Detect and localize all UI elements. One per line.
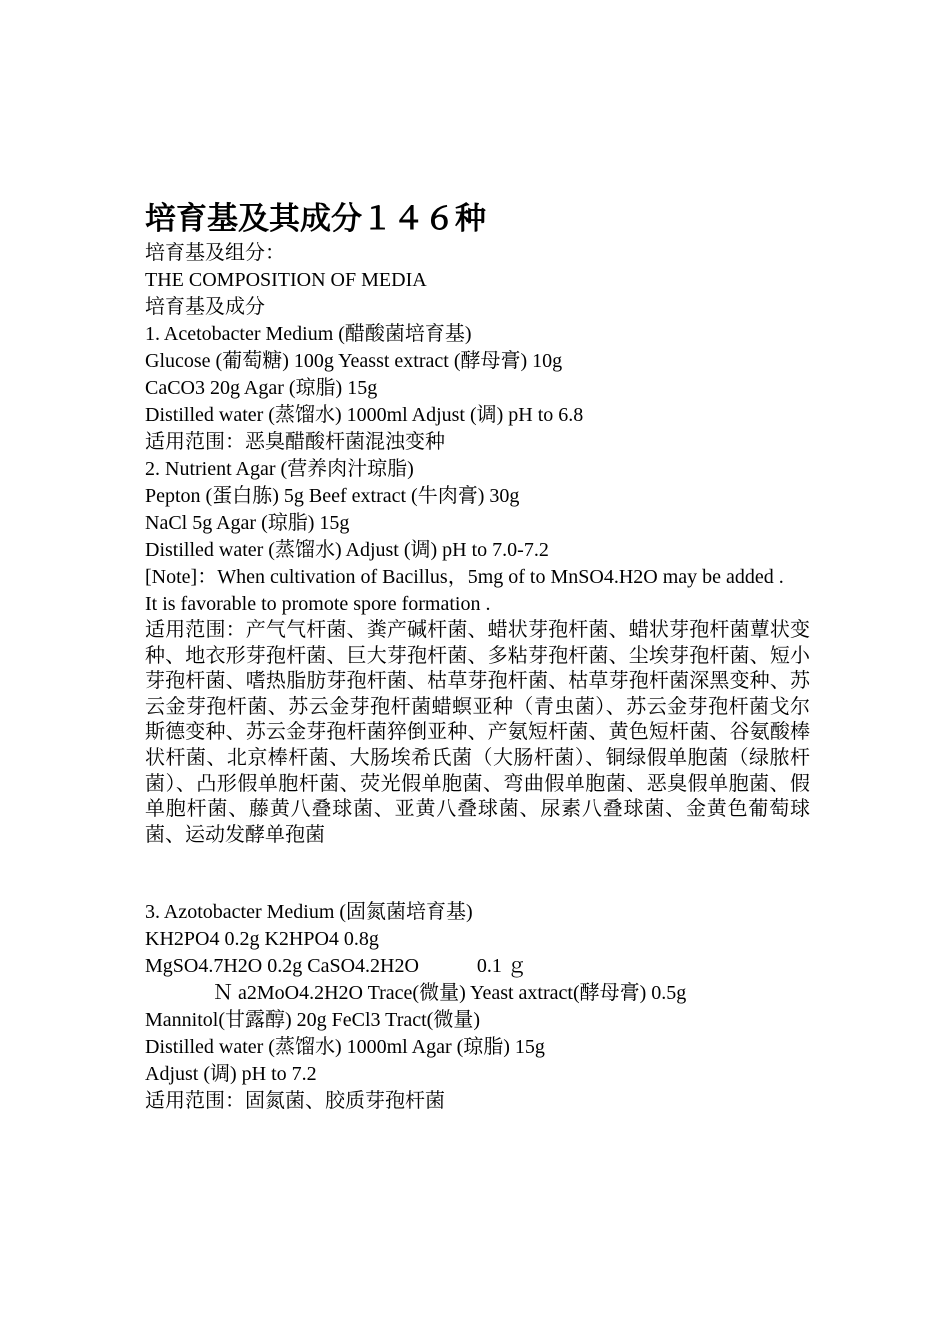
intro-line: 培育基及成分	[145, 296, 265, 318]
ingredient-line: KH2PO4 0.2g K2HPO4 0.8g	[145, 928, 379, 951]
scope-line: 适用范围：固氮菌、胶质芽孢杆菌	[145, 1090, 445, 1113]
scope-line: 适用范围：恶臭醋酸杆菌混浊变种	[145, 431, 445, 453]
ingredient-line: Adjust (调) pH to 7.2	[145, 1063, 317, 1086]
note-text: [Note]：When cultivation of Bacillus，5mg of to MnSO4.H2O may be added .	[145, 566, 784, 588]
medium-heading: 1. Acetobacter Medium (醋酸菌培育基)	[145, 323, 472, 345]
note-text: It is favorable to promote spore formation .	[145, 593, 491, 615]
ingredient-amount: 0.1 ｇ	[476, 955, 527, 978]
scope-paragraph: 适用范围：产气气杆菌、粪产碱杆菌、蜡状芽孢杆菌、蜡状芽孢杆菌蕈状变种、地衣形芽孢杆菌、巨大芽孢杆菌、多粘芽孢杆菌、尘埃芽孢杆菌、短小芽孢杆菌、嗜热脂肪芽孢杆菌、枯草芽孢杆菌、枯草芽孢杆菌深黑变种、苏云金芽孢杆菌、苏云金芽孢杆菌蜡螟亚种（青虫菌）、苏云金芽孢杆菌戈尔斯德变种、苏云金芽孢杆菌猝倒亚种、产氨短杆菌、黄色短杆菌、谷氨酸棒状杆菌、北京棒杆菌、大肠埃希氏菌（大肠杆菌）、铜绿假单胞菌（绿脓杆菌）、凸形假单胞杆菌、荧光假单胞菌、弯曲假单胞菌、恶臭假单胞菌、假单胞杆菌、藤黄八叠球菌、亚黄八叠球菌、尿素八叠球菌、金黄色葡萄球菌、运动发酵单孢菌	[145, 619, 810, 846]
medium-2-section	[145, 456, 810, 848]
document-title: 培育基及其成分１４６种	[145, 201, 486, 236]
ingredient-line: NaCl 5g Agar (琼脂) 15g	[145, 512, 350, 534]
ingredient-line: Glucose (葡萄糖) 100g Yeasst extract (酵母膏) 10g	[145, 350, 563, 372]
intro-line: 培育基及组分：	[145, 242, 285, 264]
ingredient-text: MgSO4.7H2O 0.2g CaSO4.2H2O	[145, 955, 419, 978]
ingredient-line	[145, 953, 810, 980]
intro-line: THE COMPOSITION OF MEDIA	[145, 269, 427, 291]
ingredient-line: Ｎ a2MoO4.2H2O Trace(微量) Yeast axtract(酵母膏) 0.5g	[213, 982, 687, 1005]
medium-heading: 2. Nutrient Agar (营养肉汁琼脂)	[145, 458, 414, 480]
ingredient-line: Distilled water (蒸馏水) Adjust (调) pH to 7.0-7.2	[145, 539, 549, 561]
document-body	[145, 198, 810, 1115]
ingredient-line: CaCO3 20g Agar (琼脂) 15g	[145, 377, 378, 399]
medium-1-section	[145, 321, 810, 456]
ingredient-line: Distilled water (蒸馏水) 1000ml Adjust (调) pH to 6.8	[145, 404, 584, 426]
ingredient-line: Pepton (蛋白胨) 5g Beef extract (牛肉膏) 30g	[145, 485, 520, 507]
medium-3-section	[145, 899, 810, 1115]
medium-heading: 3. Azotobacter Medium (固氮菌培育基)	[145, 901, 473, 924]
spacer	[145, 848, 810, 899]
ingredient-line: Distilled water (蒸馏水) 1000ml Agar (琼脂) 15g	[145, 1036, 545, 1059]
ingredient-line: Mannitol(甘露醇) 20g FeCl3 Tract(微量)	[145, 1009, 480, 1032]
